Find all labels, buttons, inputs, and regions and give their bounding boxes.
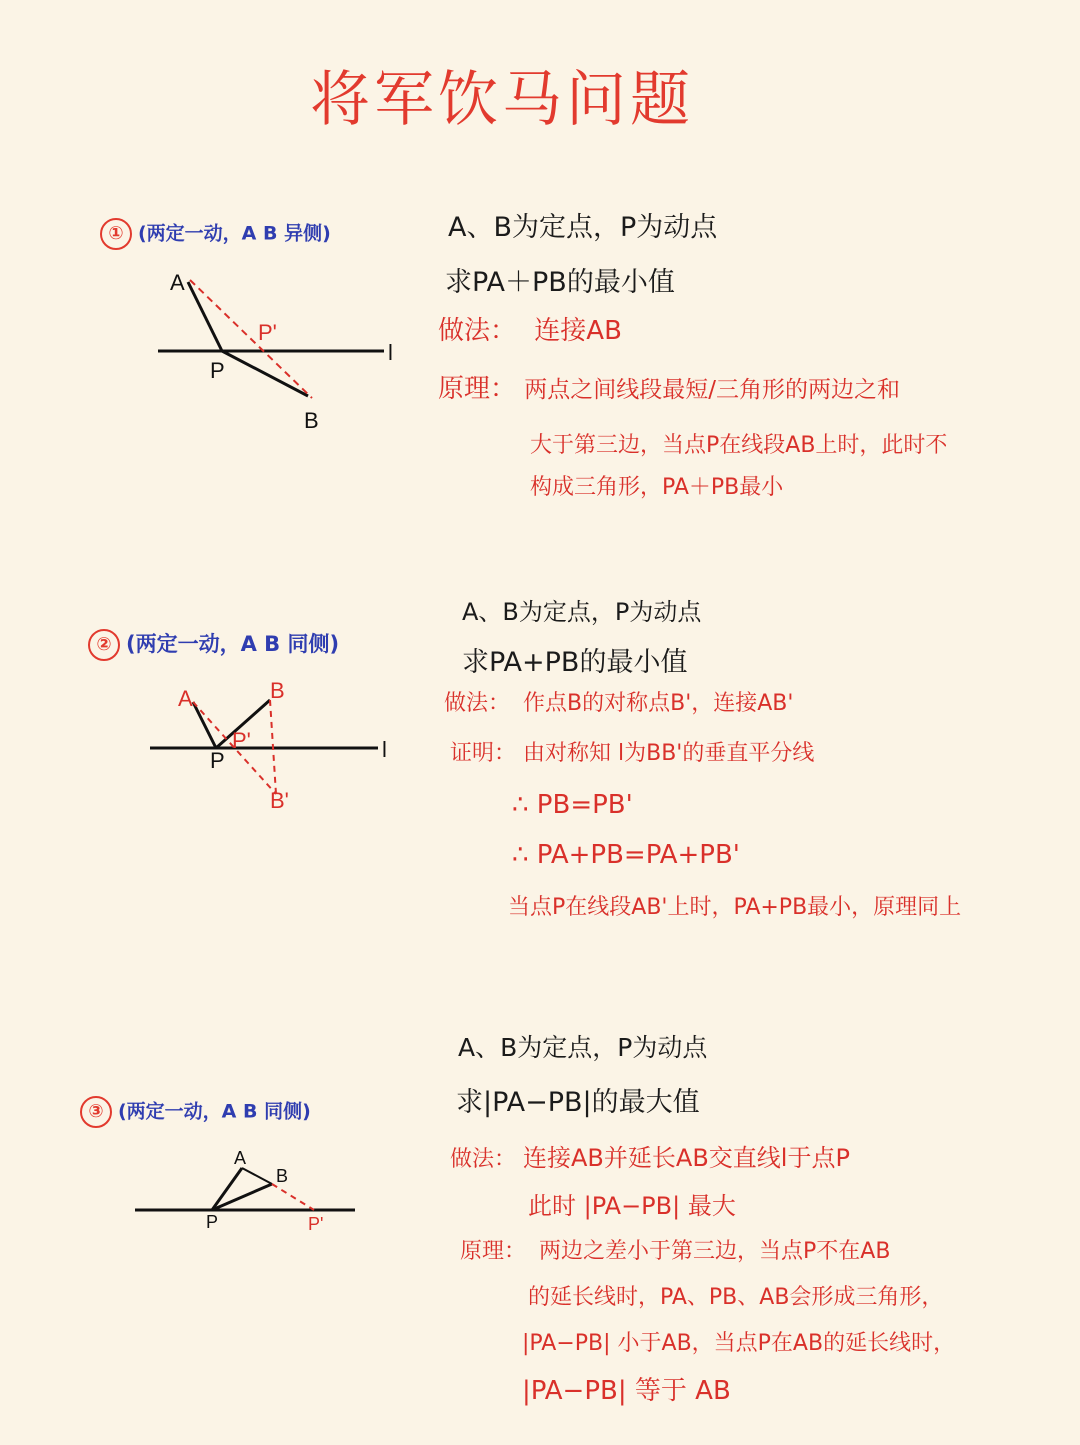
case3-method: 连接AB并延长AB交直线l于点P: [523, 1144, 850, 1172]
case1-number: ①: [100, 218, 132, 250]
case3-principle-2: 的延长线时，PA、PB、AB会形成三角形，: [528, 1285, 944, 1310]
case2-ask: 求PA+PB的最小值: [462, 647, 688, 678]
case3-point-A: A: [234, 1148, 247, 1168]
case2-proof-label: 证明：: [450, 741, 517, 766]
case3-number: ③: [80, 1096, 112, 1128]
case1-method-label: 做法：: [438, 316, 517, 346]
case3-point-P: P: [206, 1212, 219, 1232]
case3-segment-AB: [242, 1168, 272, 1184]
case2-step-1: ∴ PB=PB': [512, 790, 633, 820]
case3-principle-row: [460, 1234, 890, 1265]
case3-given: A、B为定点，P为动点: [458, 1033, 708, 1062]
case1-ask: 求PA＋PB的最小值: [445, 267, 675, 298]
case2-number: ②: [88, 629, 120, 661]
case1-given: A、B为定点，P为动点: [448, 212, 718, 243]
case1-principle-2: 大于第三边，当点P在线段AB上时，此时不: [530, 433, 948, 458]
case2-point-Bp: B': [270, 788, 289, 813]
case3-principle-3: |PA−PB| 小于AB，当点P在AB的延长线时，: [522, 1331, 956, 1356]
case3-label: (两定一动，A B 同侧): [118, 1100, 311, 1123]
case3-principle-4: |PA−PB| 等于 AB: [522, 1376, 731, 1406]
case1-label: (两定一动，A B 异侧): [138, 222, 331, 245]
case1-point-Pp: P': [258, 320, 277, 345]
case2-line-label: l: [382, 737, 387, 762]
case2-point-A: A: [178, 686, 193, 711]
case3-method-label: 做法：: [450, 1147, 517, 1172]
case2-point-P: P: [210, 748, 225, 773]
case3-principle-1: 两边之差小于第三边，当点P不在AB: [539, 1239, 891, 1264]
case1-principle-label: 原理：: [438, 374, 517, 404]
case2-method-label: 做法：: [444, 691, 511, 716]
case3-ask: 求|PA−PB|的最大值: [456, 1087, 700, 1118]
case3-dashed-BPp: [272, 1184, 314, 1210]
page-title: 将军饮马问题: [310, 65, 694, 135]
case3-point-Pp: P': [308, 1214, 324, 1234]
case3-principle-label: 原理：: [460, 1239, 527, 1264]
case2-point-Pp: P': [232, 728, 251, 753]
case1-principle-1: 两点之间线段最短/三角形的两边之和: [524, 377, 901, 403]
case1-principle-3: 构成三角形，PA＋PB最小: [530, 475, 784, 500]
case3-method-row: [450, 1138, 850, 1173]
case2-given: A、B为定点，P为动点: [462, 598, 702, 626]
case2-step-3: 当点P在线段AB'上时，PA+PB最小，原理同上: [508, 895, 962, 920]
case1-point-P: P: [210, 358, 225, 383]
case2-method: 作点B的对称点B'，连接AB': [523, 691, 794, 716]
case3-point-B: B: [276, 1166, 289, 1186]
case2-label: (两定一动，A B 同侧): [126, 632, 340, 656]
case2-point-B: B: [270, 678, 285, 703]
case3-method-2: 此时 |PA−PB| 最大: [528, 1192, 736, 1220]
case1-point-B: B: [304, 408, 319, 433]
case2-proof: 由对称知 l为BB'的垂直平分线: [523, 741, 815, 766]
case1-point-A: A: [170, 270, 185, 295]
case1-line-label: l: [388, 340, 393, 365]
case1-method: 连接AB: [534, 316, 622, 346]
case2-step-2: ∴ PA+PB=PA+PB': [512, 840, 740, 870]
